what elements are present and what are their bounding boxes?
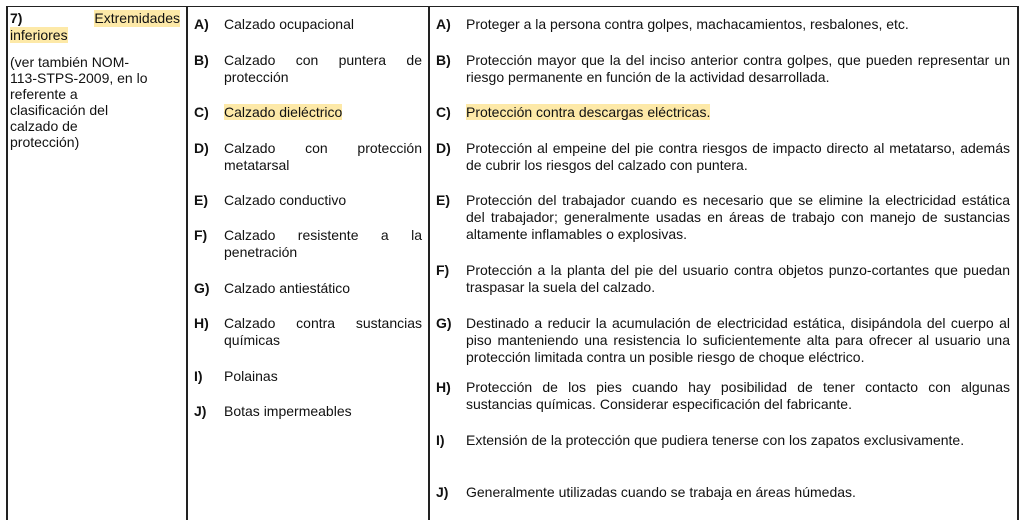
- category-note: (ver también NOM-113-STPS-2009, en lo referente a clasificación del calzado de protección): [10, 54, 148, 150]
- type-item: [194, 52, 422, 86]
- type-label: Calzado con puntera de protección: [224, 52, 422, 85]
- category-title-part2: inferiores: [10, 27, 68, 43]
- type-letter: J): [194, 403, 207, 419]
- description-item: [436, 379, 1010, 413]
- type-letter: G): [194, 280, 210, 296]
- type-letter: F): [194, 227, 208, 243]
- description-item: [436, 192, 1010, 243]
- description-letter: E): [436, 192, 450, 208]
- column-divider-2: [428, 6, 430, 520]
- description-text: Extensión de la protección que pudiera tenerse con los zapatos exclusivamente.: [466, 432, 965, 448]
- description-letter: H): [436, 379, 451, 395]
- description-text: Protección al empeine del pie contra riesgos de impacto directo al metatarso, además de cubrir los riesgos del calzado con puntera.: [466, 140, 1010, 173]
- type-label: Calzado con protección metatarsal: [224, 140, 422, 173]
- type-letter: E): [194, 192, 208, 208]
- type-letter: B): [194, 52, 209, 68]
- type-letter: A): [194, 16, 209, 32]
- description-item: [436, 432, 1010, 449]
- description-item: [436, 52, 1010, 86]
- description-item: [436, 104, 1010, 121]
- column-divider-1: [186, 6, 188, 520]
- type-label: Calzado contra sustancias químicas: [224, 315, 422, 348]
- type-letter: H): [194, 315, 209, 331]
- description-letter: D): [436, 140, 451, 156]
- description-item: [436, 140, 1010, 174]
- type-label: Calzado antiestático: [224, 280, 351, 296]
- description-item: [436, 16, 1010, 33]
- type-label: Polainas: [224, 368, 278, 384]
- category-number: 7): [10, 10, 23, 26]
- description-text: Protección de los pies cuando hay posibilidad de tener contacto con algunas sustancias químicas. Considerar especificación del fabricante.: [466, 379, 1010, 412]
- type-label: Calzado conductivo: [224, 192, 347, 208]
- type-letter: D): [194, 140, 209, 156]
- type-item: [194, 227, 422, 261]
- table-border-right: [1017, 6, 1019, 520]
- category-title: [10, 10, 180, 44]
- description-item: [436, 315, 1010, 366]
- type-item: [194, 403, 422, 420]
- description-letter: F): [436, 262, 450, 278]
- description-text: Protección del trabajador cuando es necesario que se elimine la electricidad estática del trabajador; generalmente usadas en áreas de trabajo con manejo de sustancias altamente inflamables o explosivas.: [466, 192, 1010, 242]
- description-letter: G): [436, 315, 452, 331]
- description-letter: J): [436, 484, 449, 500]
- description-text: Destinado a reducir la acumulación de electricidad estática, disipándola del cuerpo al piso manteniendo una resistencia lo suficientemente alta para ofrecer al usuario una protección limitada contra un posible riesgo de choque eléctrico.: [466, 315, 1010, 365]
- table-border-left: [6, 6, 8, 520]
- type-item: [194, 104, 422, 121]
- category-title-part1: Extremidades: [94, 10, 180, 26]
- description-letter: A): [436, 16, 451, 32]
- description-text: Protección a la planta del pie del usuario contra objetos punzo-cortantes que puedan traspasar la suela del calzado.: [466, 262, 1010, 295]
- type-label: Calzado resistente a la penetración: [224, 227, 422, 260]
- description-letter: I): [436, 432, 445, 448]
- description-item: [436, 262, 1010, 296]
- type-letter: I): [194, 368, 203, 384]
- description-text: Protección contra descargas eléctricas.: [466, 104, 711, 120]
- description-text: Protección mayor que la del inciso anterior contra golpes, que pueden representar un riesgo permanente en función de la actividad desarrollada.: [466, 52, 1010, 85]
- type-item: [194, 140, 422, 174]
- type-item: [194, 315, 422, 349]
- description-item: [436, 484, 1010, 501]
- type-label: Botas impermeables: [224, 403, 352, 419]
- type-item: [194, 192, 422, 209]
- type-letter: C): [194, 104, 209, 120]
- type-label: Calzado ocupacional: [224, 16, 354, 32]
- type-label: Calzado dieléctrico: [224, 104, 343, 120]
- type-item: [194, 368, 422, 385]
- description-text: Proteger a la persona contra golpes, machacamientos, resbalones, etc.: [466, 16, 909, 32]
- type-item: [194, 280, 422, 297]
- description-letter: C): [436, 104, 451, 120]
- description-letter: B): [436, 52, 451, 68]
- description-text: Generalmente utilizadas cuando se trabaja en áreas húmedas.: [466, 484, 856, 500]
- type-item: [194, 16, 422, 33]
